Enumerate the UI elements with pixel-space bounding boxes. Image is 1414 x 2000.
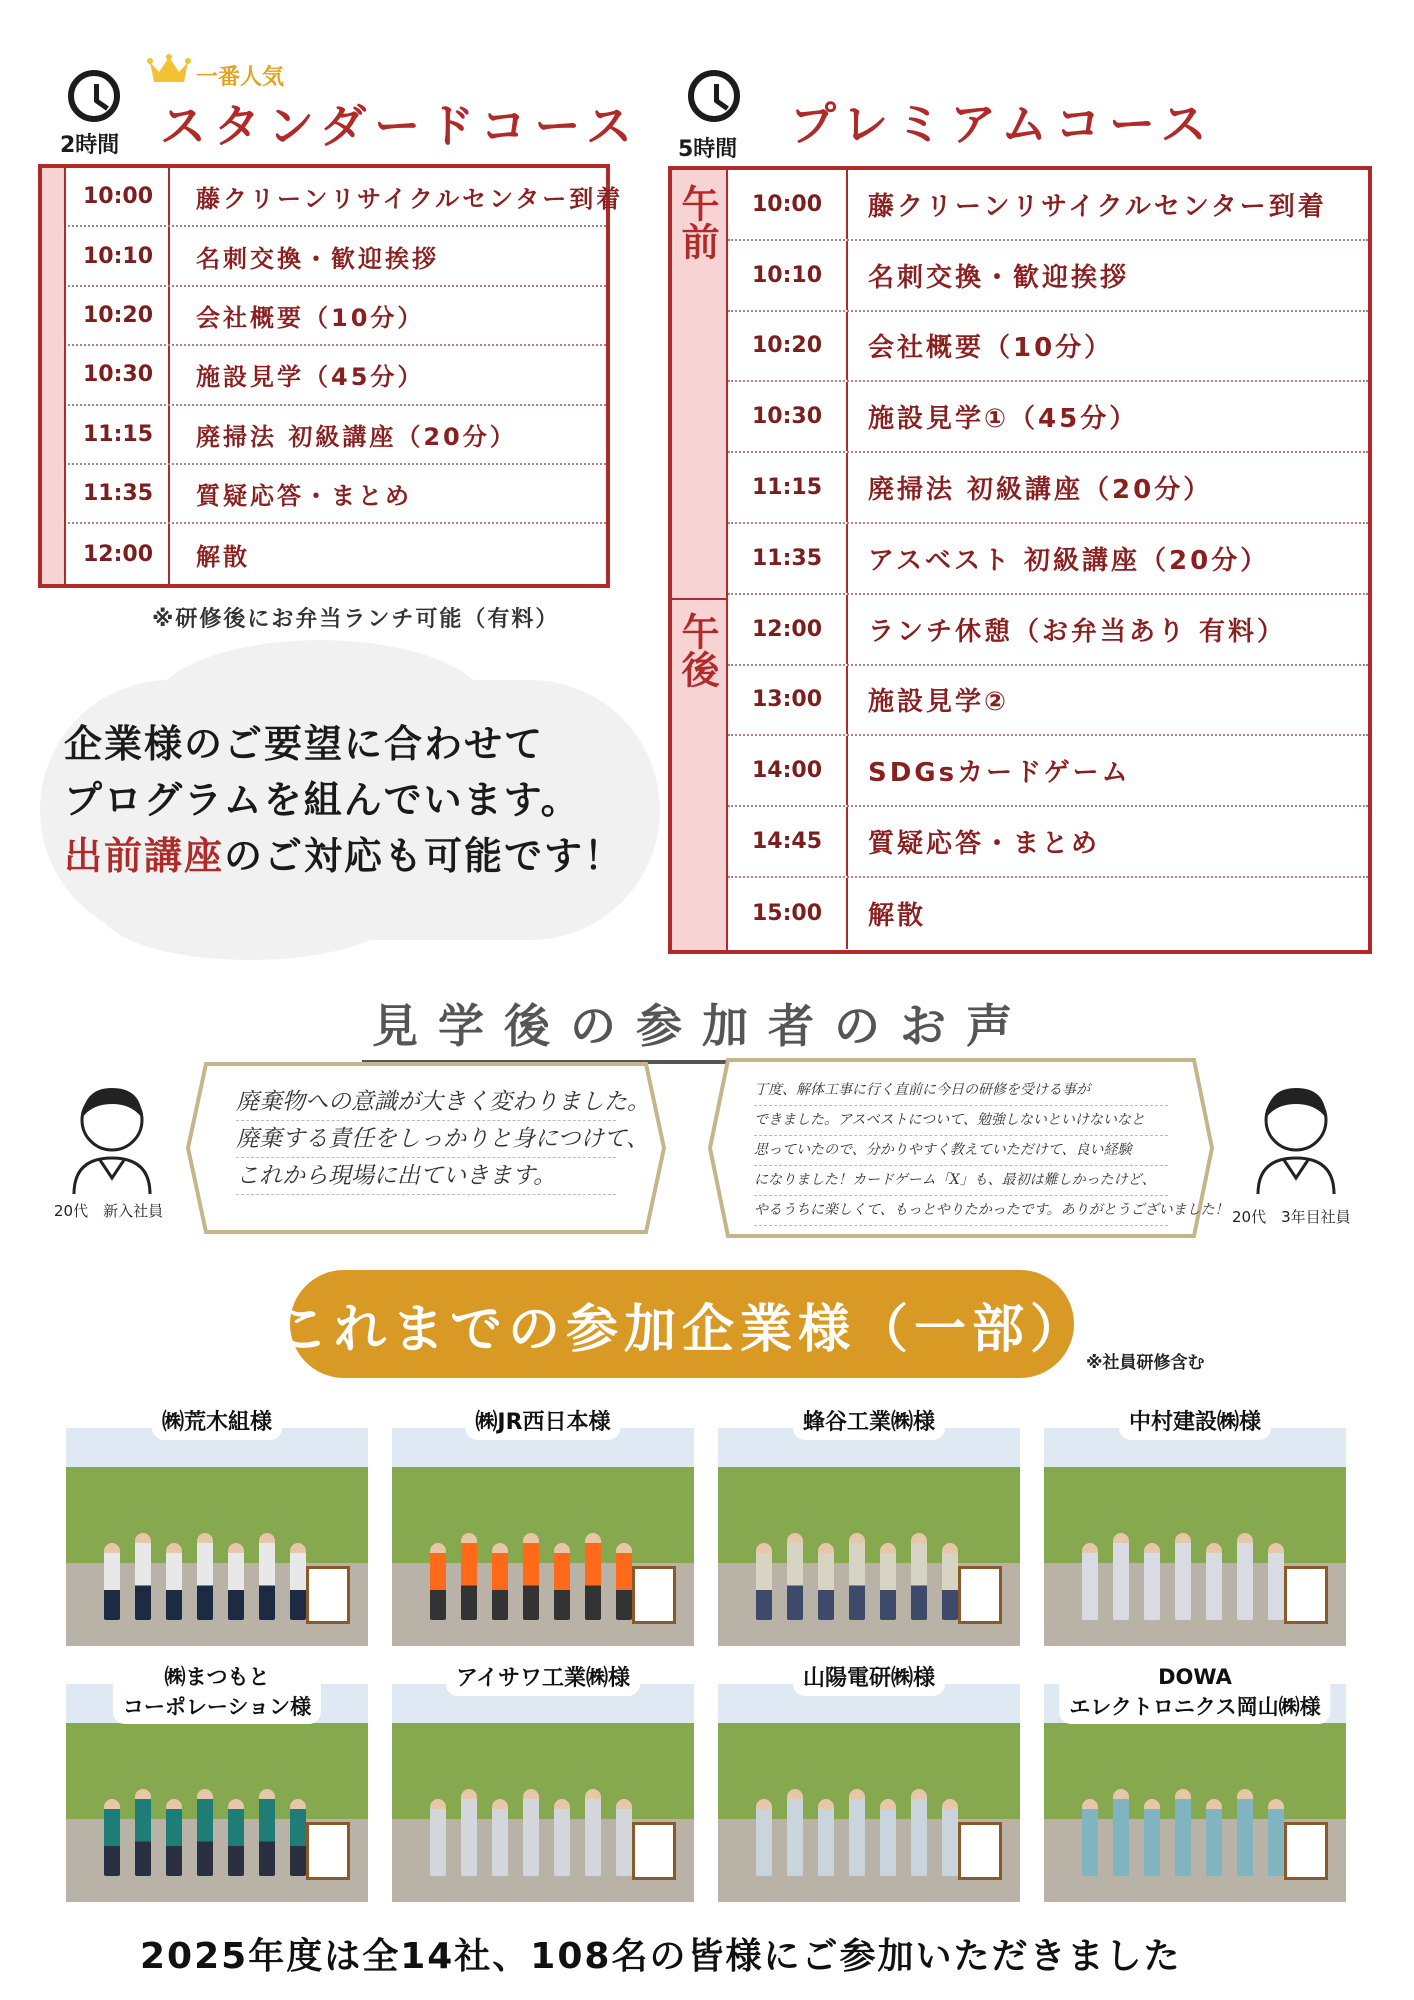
popular-label: 一番人気 [196, 65, 285, 90]
schedule-row [68, 227, 606, 286]
schedule-row [68, 346, 606, 405]
schedule-row [68, 168, 624, 227]
crown-icon [148, 54, 190, 84]
company-name: アイサワ工業㈱様 [446, 1662, 640, 1696]
schedule-activity: 藤クリーンリサイクルセンター到着 [868, 191, 1327, 222]
schedule-time: 14:00 [728, 736, 848, 805]
schedule-row [68, 406, 606, 465]
schedule-activity: 名刺交換・歓迎挨拶 [868, 262, 1130, 293]
person-avatar-icon [1250, 1082, 1342, 1194]
schedule-activity: 質疑応答・まとめ [868, 829, 1101, 860]
schedule-activity: 名刺交換・歓迎挨拶 [196, 244, 439, 273]
schedule-time: 11:15 [68, 406, 170, 463]
clock-icon [688, 70, 740, 122]
schedule-time: 13:00 [728, 666, 848, 735]
schedule-activity: 解散 [868, 900, 927, 931]
schedule-row [728, 241, 1368, 312]
standard-course-title: スタンダードコース [160, 99, 641, 153]
company-name: 蜂谷工業㈱様 [793, 1406, 945, 1440]
schedule-time: 11:35 [728, 524, 848, 593]
schedule-activity: 解散 [196, 542, 250, 571]
schedule-activity: 施設見学①（45分） [868, 404, 1139, 435]
company-group-photo [1044, 1428, 1346, 1646]
schedule-time: 11:35 [68, 465, 170, 522]
message-line-1: 企業様のご要望に合わせて [64, 722, 545, 766]
message-line-3: のご対応も可能です！ [224, 834, 625, 878]
pm-label: 午後 [675, 612, 719, 688]
schedule-activity: 施設見学（45分） [196, 363, 425, 392]
standard-schedule-table [38, 164, 624, 588]
company-group-photo [718, 1428, 1020, 1646]
schedule-time: 10:20 [728, 312, 848, 381]
clock-icon [68, 70, 120, 122]
voices-heading: 見学後の参加者のお声 [362, 990, 1042, 1064]
testimonial-text-2: 丁度、解体工事に行く直前に今日の研修を受ける事が できました。アスベストについて、勉強しないといけないなと 思っていたので、分かりやすく教えていただけて、良い経験 になりました！カードゲーム「X」も、最初は難しかったけど、 やるうちに楽しくて、もっとやりたかったです。ありがとうございました！ [754, 1076, 1168, 1226]
participation-summary: 2025年度は全14社、108名の皆様にご参加いただきました [140, 1936, 1182, 1977]
schedule-row [728, 312, 1368, 383]
message-line-2: プログラムを組んでいます。 [64, 778, 581, 822]
schedule-activity: 藤クリーンリサイクルセンター到着 [196, 185, 624, 214]
schedule-activity: 廃掃法 初級講座（20分） [196, 422, 517, 451]
schedule-time: 10:00 [68, 168, 170, 225]
person-label-1: 20代 新入社員 [54, 1202, 164, 1220]
schedule-time: 10:30 [728, 382, 848, 451]
person-label-2: 20代 3年目社員 [1232, 1208, 1351, 1226]
company-group-photo [392, 1684, 694, 1902]
premium-course-title: プレミアムコース [790, 97, 1215, 151]
schedule-row [728, 595, 1368, 666]
schedule-activity: SDGsカードゲーム [868, 758, 1131, 789]
schedule-time: 10:20 [68, 287, 170, 344]
schedule-row [728, 878, 1368, 949]
schedule-row [68, 287, 606, 346]
schedule-row [728, 382, 1368, 453]
schedule-time: 10:10 [728, 241, 848, 310]
participants-banner: これまでの参加企業様（一部） [290, 1270, 1074, 1378]
participants-note: ※社員研修含む [1086, 1353, 1205, 1373]
company-name: 中村建設㈱様 [1119, 1406, 1271, 1440]
schedule-activity: 会社概要（10分） [868, 333, 1114, 364]
schedule-row [728, 736, 1368, 807]
schedule-time: 12:00 [728, 595, 848, 664]
schedule-row [728, 453, 1368, 524]
schedule-row [728, 807, 1368, 878]
person-avatar-icon [66, 1082, 158, 1194]
schedule-row [728, 170, 1368, 241]
schedule-activity: アスベスト 初級講座（20分） [868, 545, 1270, 576]
schedule-time: 10:00 [728, 170, 848, 239]
lunch-note: ※研修後にお弁当ランチ可能（有料） [152, 607, 560, 632]
testimonial-text-1: 廃棄物への意識が大きく変わりました。 廃棄する責任をしっかりと身につけて、 これから現場に出ていきます。 [236, 1084, 616, 1195]
schedule-time: 15:00 [728, 878, 848, 949]
schedule-activity: 質疑応答・まとめ [196, 482, 412, 511]
schedule-row [68, 465, 606, 524]
schedule-time: 10:30 [68, 346, 170, 403]
standard-duration: 2時間 [60, 133, 120, 158]
schedule-activity: 廃掃法 初級講座（20分） [868, 475, 1213, 506]
company-name: 山陽電研㈱様 [793, 1662, 945, 1696]
company-group-photo [66, 1428, 368, 1646]
am-label: 午前 [675, 184, 719, 260]
schedule-activity: ランチ休憩（お弁当あり 有料） [868, 616, 1287, 647]
schedule-time: 14:45 [728, 807, 848, 876]
schedule-time: 12:00 [68, 524, 170, 583]
company-group-photo [718, 1684, 1020, 1902]
schedule-time: 10:10 [68, 227, 170, 284]
company-name: ㈱JR西日本様 [465, 1406, 620, 1440]
premium-schedule-table [668, 166, 1372, 954]
company-name: DOWA エレクトロニクス岡山㈱様 [1059, 1660, 1330, 1724]
company-name: ㈱まつもと コーポレーション様 [113, 1660, 321, 1724]
delivery-lecture-highlight: 出前講座 [64, 834, 225, 878]
custom-program-message [64, 716, 624, 884]
schedule-row [728, 524, 1368, 595]
premium-duration: 5時間 [678, 137, 738, 162]
company-name: ㈱荒木組様 [152, 1406, 282, 1440]
schedule-row [728, 666, 1368, 737]
schedule-activity: 会社概要（10分） [196, 303, 425, 332]
schedule-time: 11:15 [728, 453, 848, 522]
schedule-activity: 施設見学② [868, 687, 1010, 718]
schedule-row [68, 524, 606, 583]
company-group-photo [392, 1428, 694, 1646]
